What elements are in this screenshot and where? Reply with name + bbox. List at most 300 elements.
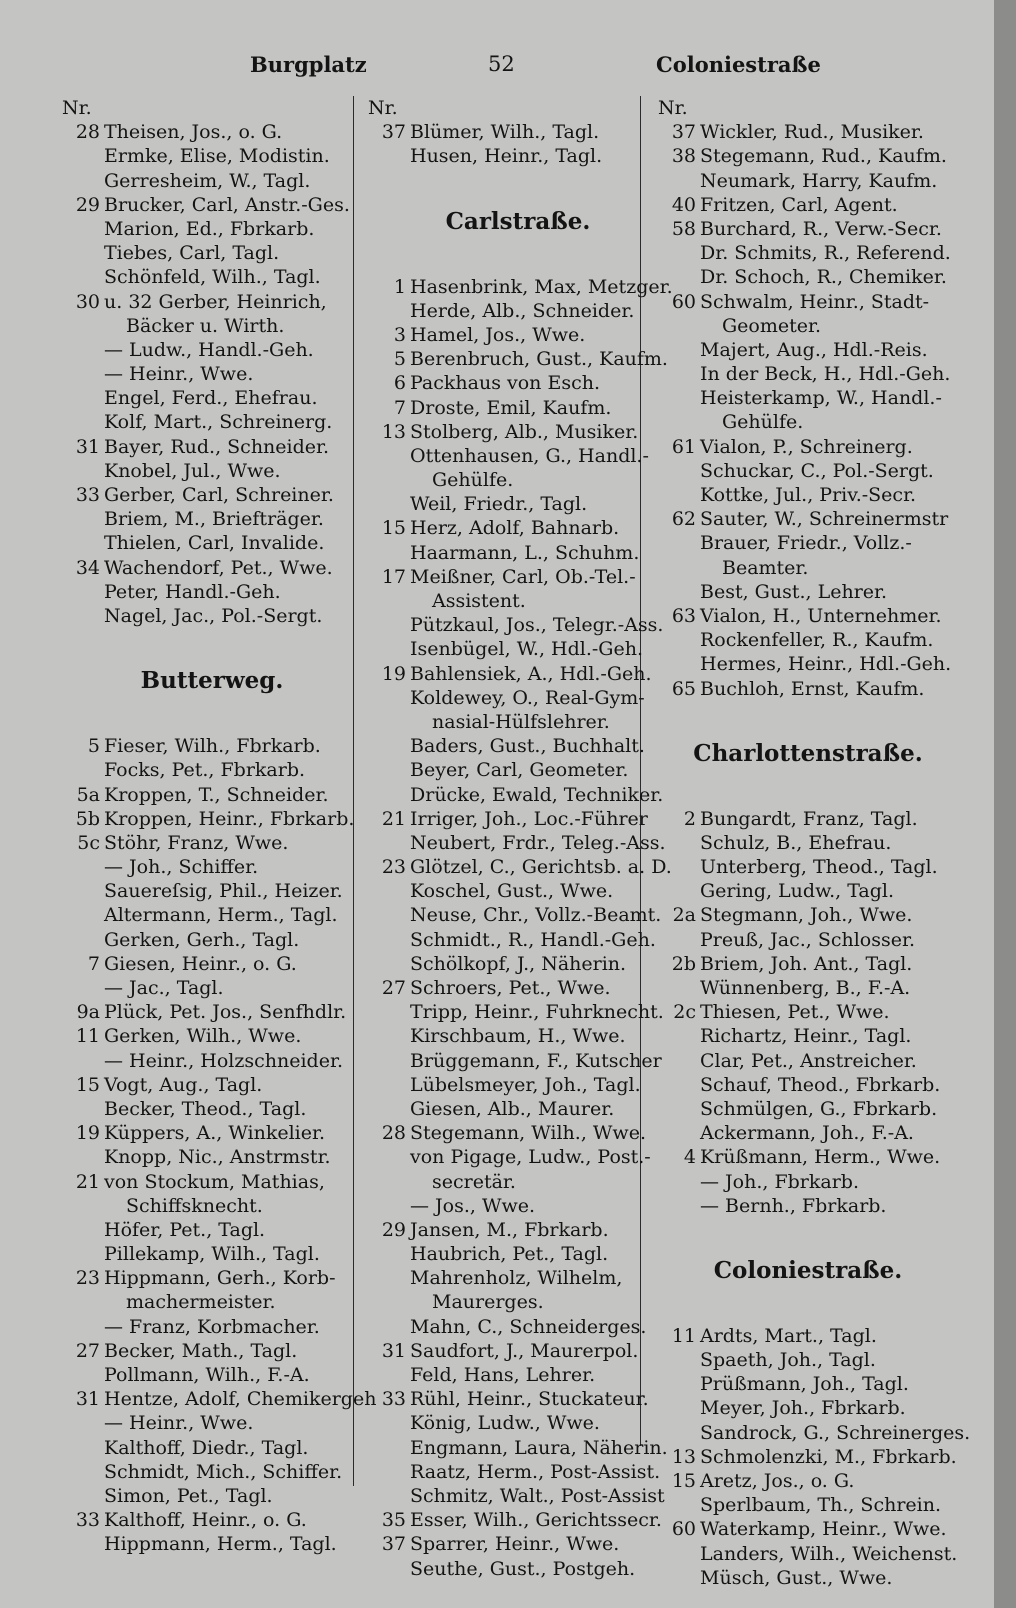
street-heading: Butterweg. — [140, 667, 284, 695]
directory-entry — [62, 952, 362, 976]
entry-text: — Jos., Wwe. — [410, 1194, 536, 1217]
directory-entry — [658, 1024, 958, 1048]
directory-entry — [62, 1532, 362, 1556]
directory-entry — [658, 507, 958, 531]
directory-entry — [368, 662, 668, 686]
directory-entry — [368, 1508, 668, 1532]
entry-text: Wünnenberg, B., F.-A. — [700, 977, 911, 999]
entry-text: Stöhr, Franz, Wwe. — [104, 831, 289, 854]
entry-text: Schmitz, Walt., Post-Assist — [410, 1484, 665, 1507]
entry-text: — Joh., Fbrkarb. — [700, 1170, 860, 1193]
directory-entry — [62, 879, 362, 903]
directory-entry — [62, 580, 362, 604]
entry-text: Neumark, Harry, Kaufm. — [700, 169, 938, 192]
directory-entry — [62, 169, 362, 193]
directory-entry — [62, 1290, 362, 1314]
directory-entry — [62, 144, 362, 168]
house-number: 23 — [381, 856, 406, 879]
directory-entry — [658, 628, 958, 652]
directory-entry — [658, 217, 958, 241]
house-number: 4 — [683, 1146, 696, 1169]
entry-text: Irriger, Joh., Loc.-Führer — [410, 807, 648, 830]
entry-text: Seuthe, Gust., Postgeh. — [410, 1557, 636, 1580]
entry-text: Unterberg, Theod., Tagl. — [700, 856, 938, 879]
entry-text: Ardts, Mart., Tagl. — [700, 1324, 877, 1347]
entry-text: Geometer. — [722, 314, 822, 337]
entry-text: — Franz, Korbmacher. — [104, 1315, 320, 1338]
entry-text: Koldewey, O., Real-Gym- — [410, 686, 645, 709]
directory-entry — [62, 1436, 362, 1460]
directory-entry — [658, 531, 958, 555]
house-number: 31 — [75, 435, 100, 458]
directory-entry — [62, 290, 362, 314]
entry-text: Hermes, Heinr., Hdl.-Geh. — [700, 653, 952, 676]
directory-entry — [658, 1324, 958, 1348]
entry-text: Hentze, Adolf, Chemikergeh — [104, 1388, 377, 1411]
directory-entry — [368, 120, 668, 144]
directory-entry — [62, 1000, 362, 1024]
entry-text: Thielen, Carl, Invalide. — [104, 532, 325, 555]
spacer — [658, 785, 958, 807]
entry-text: — Joh., Schiffer. — [104, 856, 259, 879]
entry-text: Clar, Pet., Anstreicher. — [700, 1049, 917, 1072]
entry-text: Kottke, Jul., Priv.-Secr. — [700, 484, 917, 506]
entry-text: Isenbügel, W., Hdl.-Geh. — [410, 638, 643, 661]
entry-text: Mahrenholz, Wilhelm, — [410, 1267, 623, 1290]
directory-entry — [658, 556, 958, 580]
directory-entry — [62, 459, 362, 483]
street-heading: Coloniestraße. — [713, 1256, 903, 1284]
entry-text: Pollmann, Wilh., F.-A. — [104, 1364, 310, 1386]
directory-entry — [658, 928, 958, 952]
house-number: 60 — [671, 1518, 696, 1541]
house-number: 29 — [381, 1218, 406, 1241]
entry-text: von Stockum, Mathias, — [104, 1170, 325, 1193]
house-number: 13 — [671, 1445, 696, 1468]
house-number: 33 — [75, 484, 100, 506]
directory-entry — [62, 193, 362, 217]
house-number: 2 — [683, 807, 696, 830]
entry-text: Waterkamp, Heinr., Wwe. — [700, 1518, 947, 1541]
page-edge — [994, 0, 1016, 1608]
directory-entry — [658, 410, 958, 434]
directory-entry — [62, 1121, 362, 1145]
directory-entry — [62, 217, 362, 241]
entry-text: Altermann, Herm., Tagl. — [104, 904, 338, 927]
entry-text: Gerber, Carl, Schreiner. — [104, 484, 334, 506]
house-number: 2b — [671, 952, 696, 975]
house-number: 60 — [671, 290, 696, 313]
directory-entry — [658, 831, 958, 855]
entry-text: machermeister. — [126, 1291, 276, 1314]
entry-text: Engel, Ferd., Ehefrau. — [104, 387, 318, 410]
entry-text: Hippmann, Gerh., Korb- — [104, 1267, 336, 1290]
directory-entry — [62, 1339, 362, 1363]
house-number: 30 — [75, 290, 100, 313]
directory-entry — [658, 1121, 958, 1145]
entry-text: Neubert, Frdr., Teleg.-Ass. — [410, 831, 666, 854]
directory-entry — [62, 1242, 362, 1266]
directory-entry — [368, 758, 668, 782]
directory-entry — [62, 1097, 362, 1121]
entry-text: Heisterkamp, W., Handl.- — [700, 387, 942, 410]
entry-text: Marion, Ed., Fbrkarb. — [104, 217, 315, 240]
directory-entry — [368, 1436, 668, 1460]
entry-text: Kolf, Mart., Schreinerg. — [104, 411, 333, 434]
directory-entry — [658, 1194, 958, 1218]
entry-text: Ottenhausen, G., Handl.- — [410, 444, 649, 467]
entry-text: Gering, Ludw., Tagl. — [700, 880, 895, 903]
entry-text: Giesen, Heinr., o. G. — [104, 952, 297, 975]
directory-entry — [62, 734, 362, 758]
entry-text: — Heinr., Wwe. — [104, 363, 254, 386]
house-number: 3 — [393, 323, 406, 346]
directory-entry — [368, 275, 673, 299]
entry-text: — Heinr., Holzschneider. — [104, 1049, 344, 1072]
directory-entry — [658, 459, 958, 483]
directory-entry — [368, 903, 668, 927]
directory-entry — [62, 903, 362, 927]
entry-text: Schiffsknecht. — [126, 1194, 263, 1217]
entry-text: Landers, Wilh., Weichenst. — [700, 1542, 958, 1565]
directory-entry — [368, 516, 668, 540]
entry-text: Plück, Pet. Jos., Senfhdlr. — [104, 1001, 347, 1024]
directory-entry — [658, 169, 958, 193]
entry-text: Knopp, Nic., Anstrmstr. — [104, 1146, 331, 1169]
entry-text: Hippmann, Herm., Tagl. — [104, 1533, 337, 1556]
entry-text: Knobel, Jul., Wwe. — [104, 459, 281, 482]
directory-entry — [658, 976, 958, 1000]
entry-text: Drücke, Ewald, Techniker. — [410, 783, 664, 806]
directory-entry — [658, 1421, 971, 1445]
entry-text: Kroppen, T., Schneider. — [104, 783, 329, 806]
directory-entry — [368, 734, 668, 758]
house-number: 38 — [671, 145, 696, 168]
entry-text: Tripp, Heinr., Fuhrknecht. — [410, 1001, 664, 1024]
directory-entry — [658, 1073, 958, 1097]
entry-text: Beyer, Carl, Geometer. — [410, 759, 629, 782]
house-number: 23 — [75, 1267, 100, 1290]
entry-text: Schmidt, Mich., Schiffer. — [104, 1460, 343, 1483]
directory-entry — [368, 1387, 668, 1411]
entry-text: Stegemann, Wilh., Wwe. — [410, 1122, 646, 1145]
entry-text: Lübelsmeyer, Joh., Tagl. — [410, 1073, 641, 1096]
directory-entry — [368, 1000, 668, 1024]
entry-text: — Heinr., Wwe. — [104, 1412, 254, 1435]
directory-entry — [368, 1194, 668, 1218]
entry-text: Esser, Wilh., Gerichtssecr. — [410, 1509, 662, 1532]
entry-text: Glötzel, C., Gerichtsb. a. D. — [410, 856, 672, 879]
house-number: 5b — [75, 807, 100, 830]
entry-text: Buchloh, Ernst, Kaufm. — [700, 677, 925, 700]
entry-text: Haarmann, L., Schuhm. — [410, 541, 640, 564]
directory-entry — [658, 265, 958, 289]
directory-entry — [658, 241, 958, 265]
directory-entry — [62, 362, 362, 386]
directory-entry — [368, 299, 668, 323]
directory-entry — [62, 531, 362, 555]
directory-entry — [368, 637, 668, 661]
house-number: 15 — [75, 1073, 100, 1096]
house-number: 62 — [671, 508, 696, 531]
entry-text: Weil, Friedr., Tagl. — [410, 493, 588, 516]
entry-text: Pillekamp, Wilh., Tagl. — [104, 1243, 320, 1266]
directory-entry — [62, 1170, 362, 1194]
entry-text: — Ludw., Handl.-Geh. — [104, 338, 314, 361]
house-number: 63 — [671, 604, 696, 627]
directory-entry — [368, 1024, 668, 1048]
entry-text: Sperlbaum, Th., Schrein. — [700, 1494, 942, 1517]
entry-text: Theisen, Jos., o. G. — [104, 121, 283, 144]
house-number: 15 — [671, 1470, 696, 1492]
entry-text: Fieser, Wilh., Fbrkarb. — [104, 735, 321, 758]
column-left — [62, 96, 377, 1557]
directory-entry — [62, 1194, 362, 1218]
directory-entry — [658, 1517, 958, 1541]
entry-text: Schmülgen, G., Fbrkarb. — [700, 1097, 938, 1120]
house-number: 34 — [75, 556, 100, 579]
house-number: 27 — [381, 977, 406, 999]
entry-text: Husen, Heinr., Tagl. — [410, 145, 603, 168]
directory-entry — [368, 589, 668, 613]
directory-entry — [368, 144, 668, 168]
directory-entry — [368, 1218, 668, 1242]
directory-entry — [368, 1460, 668, 1484]
entry-text: Brauer, Friedr., Vollz.- — [700, 532, 912, 555]
house-number: 33 — [75, 1509, 100, 1532]
directory-entry — [368, 1073, 668, 1097]
spacer — [62, 628, 362, 650]
directory-entry — [368, 710, 668, 734]
entry-text: — Jac., Tagl. — [104, 977, 224, 999]
spacer — [368, 253, 668, 275]
entry-text: Gerken, Gerh., Tagl. — [104, 928, 300, 951]
entry-text: Bungardt, Franz, Tagl. — [700, 807, 918, 830]
house-number: 11 — [75, 1025, 100, 1048]
entry-text: Krüßmann, Herm., Wwe. — [700, 1146, 941, 1169]
entry-text: Briem, M., Briefträger. — [104, 508, 324, 531]
entry-text: Berenbruch, Gust., Kaufm. — [410, 348, 668, 371]
column-right — [658, 96, 971, 1590]
house-number: 7 — [87, 952, 100, 975]
directory-entry — [658, 314, 958, 338]
page-number: 52 — [488, 52, 515, 76]
house-number: 35 — [381, 1509, 406, 1532]
house-number: 11 — [671, 1324, 696, 1347]
entry-text: Dr. Schoch, R., Chemiker. — [700, 266, 947, 289]
entry-text: Stegmann, Joh., Wwe. — [700, 904, 913, 927]
spacer — [62, 712, 362, 734]
entry-text: Jansen, M., Fbrkarb. — [410, 1218, 609, 1241]
directory-entry — [658, 338, 958, 362]
entry-text: Baders, Gust., Buchhalt. — [410, 735, 645, 758]
street-heading: Carlstraße. — [445, 207, 591, 235]
house-number: 31 — [381, 1339, 406, 1362]
house-number: 27 — [75, 1339, 100, 1362]
directory-entry — [62, 855, 362, 879]
entry-text: Raatz, Herm., Post-Assist. — [410, 1460, 661, 1483]
directory-entry — [368, 1532, 668, 1556]
house-number: 65 — [671, 677, 696, 700]
directory-entry — [658, 362, 958, 386]
house-number: 33 — [381, 1388, 406, 1411]
entry-text: Schölkopf, J., Näherin. — [410, 952, 627, 975]
directory-entry — [62, 120, 362, 144]
directory-entry — [62, 1460, 362, 1484]
entry-text: Stolberg, Alb., Musiker. — [410, 420, 639, 443]
entry-text: Focks, Pet., Fbrkarb. — [104, 759, 306, 782]
directory-entry — [368, 1170, 668, 1194]
house-number: 6 — [393, 372, 406, 395]
directory-entry — [62, 265, 362, 289]
entry-text: Gehülfe. — [722, 411, 804, 434]
entry-text: Beamter. — [722, 556, 809, 579]
directory-entry — [658, 1145, 958, 1169]
directory-entry — [368, 396, 668, 420]
entry-text: Assistent. — [432, 590, 526, 612]
directory-entry — [658, 855, 958, 879]
entry-text: — Bernh., Fbrkarb. — [700, 1194, 887, 1217]
directory-entry — [368, 371, 668, 395]
house-number: Nr. — [658, 97, 688, 119]
entry-text: In der Beck, H., Hdl.-Geh. — [700, 363, 951, 386]
entry-text: Brüggemann, F., Kutscher — [410, 1049, 662, 1072]
directory-entry — [62, 1073, 362, 1097]
entry-text: Schuckar, C., Pol.-Sergt. — [700, 459, 934, 482]
directory-entry — [62, 1315, 362, 1339]
spacer — [658, 701, 958, 723]
directory-entry — [62, 1024, 362, 1048]
entry-text: Gehülfe. — [432, 469, 514, 492]
entry-text: Schauf, Theod., Fbrkarb. — [700, 1073, 941, 1096]
directory-entry — [62, 1218, 362, 1242]
directory-entry — [62, 1411, 362, 1435]
entry-text: Koschel, Gust., Wwe. — [410, 880, 614, 903]
entry-text: Burchard, R., Verw.-Secr. — [700, 217, 942, 240]
house-number: 7 — [393, 396, 406, 419]
house-number: 28 — [381, 1122, 406, 1145]
entry-text: Wachendorf, Pet., Wwe. — [104, 556, 333, 579]
number-column-heading — [368, 96, 668, 120]
directory-entry — [368, 807, 668, 831]
house-number: 37 — [381, 1533, 406, 1556]
entry-text: Müsch, Gust., Wwe. — [700, 1566, 893, 1589]
entry-text: Packhaus von Esch. — [410, 372, 600, 395]
directory-entry — [658, 386, 958, 410]
directory-entry — [658, 604, 958, 628]
house-number: 29 — [75, 193, 100, 216]
house-number: 5 — [87, 735, 100, 758]
house-number: 37 — [671, 121, 696, 144]
entry-text: Ermke, Elise, Modistin. — [104, 145, 330, 168]
directory-entry — [658, 580, 958, 604]
directory-entry — [62, 976, 362, 1000]
entry-text: Vialon, P., Schreinerg. — [700, 435, 913, 458]
number-column-heading — [62, 96, 362, 120]
directory-entry — [368, 831, 668, 855]
directory-entry — [658, 290, 958, 314]
entry-text: Wickler, Rud., Musiker. — [700, 121, 924, 144]
directory-entry — [62, 807, 362, 831]
directory-entry — [62, 1387, 377, 1411]
directory-entry — [368, 541, 668, 565]
house-number: Nr. — [62, 97, 92, 119]
directory-entry — [658, 1097, 958, 1121]
directory-entry — [658, 1445, 958, 1469]
entry-text: Kalthoff, Diedr., Tagl. — [104, 1436, 309, 1459]
directory-entry — [62, 928, 362, 952]
entry-text: Rockenfeller, R., Kaufm. — [700, 629, 934, 652]
header-left: Burgplatz — [250, 52, 367, 77]
house-number: 17 — [381, 565, 406, 588]
entry-text: Maurerges. — [432, 1291, 544, 1314]
entry-text: Neuse, Chr., Vollz.-Beamt. — [410, 904, 662, 927]
entry-text: Meißner, Carl, Ob.-Tel.- — [410, 565, 636, 588]
directory-entry — [62, 604, 362, 628]
entry-text: Schwalm, Heinr., Stadt- — [700, 290, 930, 313]
spacer — [658, 1218, 958, 1240]
entry-text: Bäcker u. Wirth. — [126, 314, 285, 337]
entry-text: Kalthoff, Heinr., o. G. — [104, 1509, 307, 1532]
directory-entry — [368, 1363, 668, 1387]
directory-entry — [658, 1372, 958, 1396]
house-number: 31 — [75, 1388, 100, 1411]
entry-text: Dr. Schmits, R., Referend. — [700, 242, 951, 265]
entry-text: Vialon, H., Unternehmer. — [700, 604, 942, 627]
directory-entry — [368, 613, 668, 637]
entry-text: Kirschbaum, H., Wwe. — [410, 1025, 626, 1048]
entry-text: Hamel, Jos., Wwe. — [410, 323, 586, 346]
directory-entry — [658, 677, 958, 701]
directory-entry — [62, 386, 362, 410]
entry-text: Sandrock, G., Schreinerges. — [700, 1421, 971, 1444]
house-number: 15 — [381, 517, 406, 540]
directory-entry — [658, 120, 958, 144]
directory-entry — [368, 444, 668, 468]
directory-entry — [658, 1542, 958, 1566]
directory-entry — [368, 1121, 668, 1145]
house-number: 21 — [75, 1170, 100, 1193]
directory-entry — [62, 831, 362, 855]
entry-text: Fritzen, Carl, Agent. — [700, 193, 898, 216]
entry-text: Mahn, C., Schneiderges. — [410, 1315, 647, 1338]
directory-entry — [658, 483, 958, 507]
house-number: 19 — [381, 662, 406, 685]
directory-entry — [368, 1097, 668, 1121]
entry-text: Thiesen, Pet., Wwe. — [700, 1001, 890, 1024]
entry-text: Majert, Aug., Hdl.-Reis. — [700, 338, 928, 361]
entry-text: Schmolenzki, M., Fbrkarb. — [700, 1445, 957, 1468]
directory-entry — [62, 783, 362, 807]
directory-entry — [658, 879, 958, 903]
entry-text: Simon, Pet., Tagl. — [104, 1484, 273, 1507]
directory-entry — [658, 1566, 958, 1590]
house-number: 19 — [75, 1122, 100, 1145]
directory-entry — [368, 565, 668, 589]
entry-text: Sauereſsig, Phil., Heizer. — [104, 880, 343, 903]
directory-entry — [658, 1049, 958, 1073]
entry-text: Sauter, W., Schreinermstr — [700, 508, 949, 531]
directory-entry — [62, 1363, 362, 1387]
entry-text: Vogt, Aug., Tagl. — [104, 1073, 263, 1096]
entry-text: u. 32 Gerber, Heinrich, — [104, 290, 327, 313]
entry-text: secretär. — [432, 1170, 516, 1193]
directory-entry — [62, 1049, 362, 1073]
directory-entry — [658, 144, 958, 168]
entry-text: Brucker, Carl, Anstr.-Ges. — [104, 193, 350, 216]
directory-entry — [62, 410, 362, 434]
directory-entry — [658, 652, 958, 676]
